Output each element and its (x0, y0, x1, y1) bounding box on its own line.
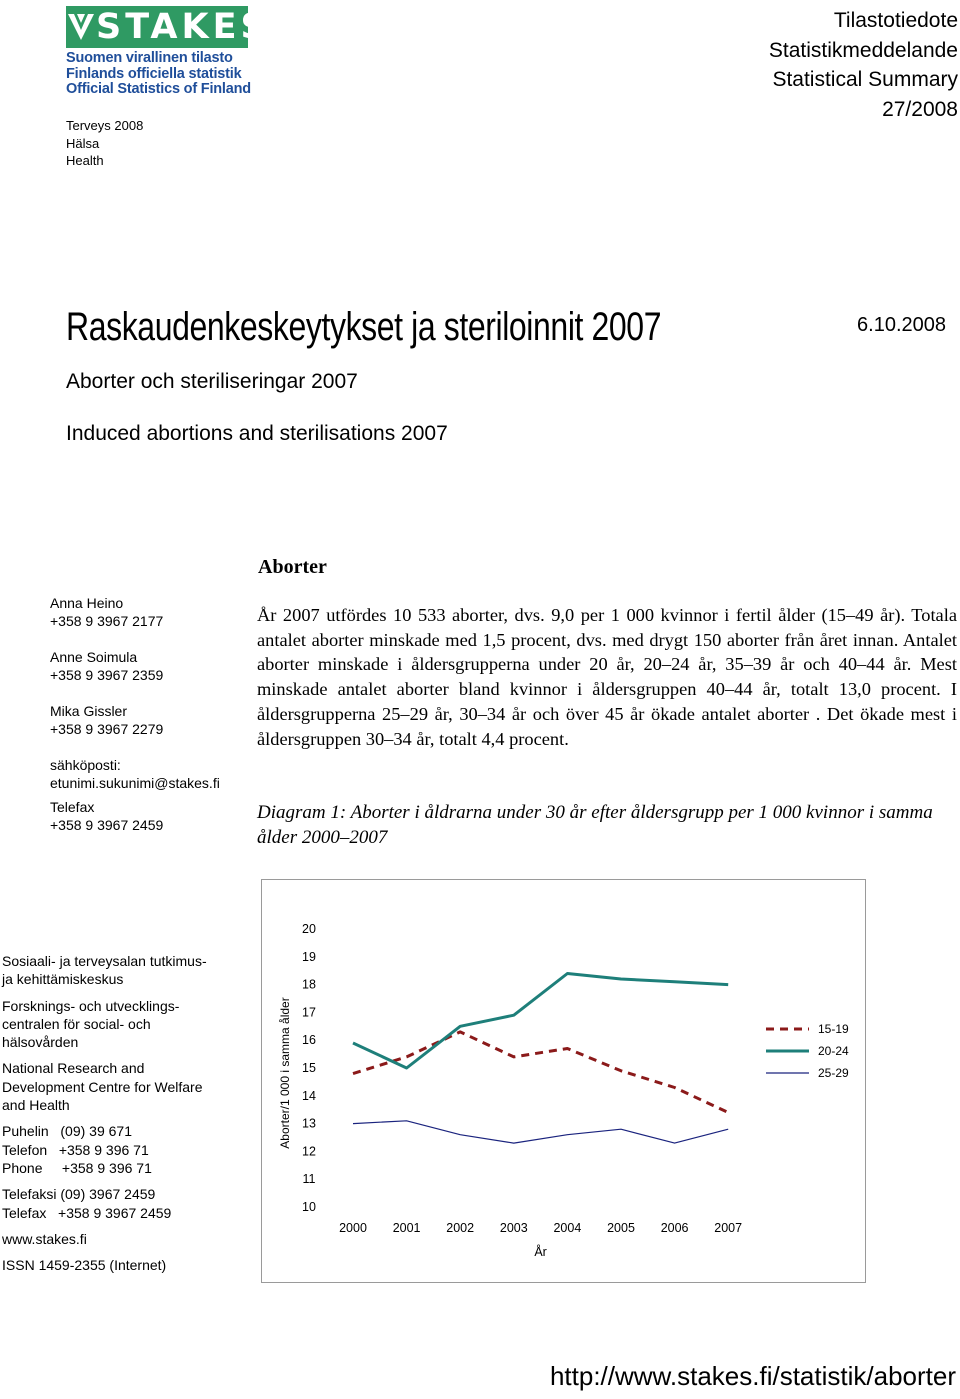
publication-type-line: Statistical Summary (772, 68, 958, 91)
org-issn (2, 1256, 252, 1274)
logo-banner (66, 6, 270, 48)
logo-tagline-line: Finlands officiella statistik (66, 65, 242, 82)
x-tick-label: 2000 (339, 1221, 367, 1235)
contact-email-label: sähköposti: (50, 757, 121, 773)
contact-phone: +358 9 3967 2279 (50, 721, 164, 737)
topic-labels (66, 117, 143, 170)
contact-name: Mika Gissler (50, 703, 128, 719)
logo-wordmark: STAKES (96, 7, 270, 47)
contact-phone: +358 9 3967 2359 (50, 667, 164, 683)
contact-entry (50, 756, 220, 792)
sidebar-line: and Health (2, 1097, 70, 1114)
contact-name: Anna Heino (50, 595, 124, 611)
contact-entry (50, 702, 220, 738)
abortion-rate-chart (261, 879, 866, 1283)
contact-list (50, 594, 220, 852)
sidebar-line: Development Centre for Welfare (2, 1078, 203, 1095)
y-tick-label: 10 (302, 1200, 316, 1214)
contact-entry (50, 798, 220, 834)
sidebar-line: Telefaksi (09) 3967 2459 (2, 1186, 156, 1203)
sidebar-line: centralen för social- och (2, 1015, 151, 1032)
x-tick-label: 2006 (660, 1221, 689, 1235)
x-tick-label: 2004 (553, 1221, 582, 1235)
page-title: Raskaudenkeskeytykset ja steriloinnit 2007 (66, 305, 662, 349)
body-paragraph: År 2007 utfördes 10 533 aborter, dvs. 9,0 per 1 000 kvinnor i fertil ålder (15–49 år). Totala antalet aborter minskade med 1,5 procent, dvs. med drygt 150 aborter från året innan. Antalet aborter minskade i åldersgrupperna under 20 år, 20–24 år, 35–39 år och 40–44 år. Mest minskade antalet aborter bland kvinnor i åldersgruppen 40–44 år, totalt 13,0 procent. I åldersgrupperna 25–29 år, 30–34 år och över 45 år ökade antalet aborter . Det ökade mest i åldersgruppen 30–34 år, totalt 4,4 procent. (257, 605, 957, 749)
x-tick-label: 2007 (714, 1221, 743, 1235)
org-name-fi (2, 952, 252, 989)
y-axis-title: Aborter/1 000 i samma ålder (278, 997, 292, 1149)
x-tick-label: 2002 (446, 1221, 475, 1235)
y-tick-label: 18 (302, 977, 316, 992)
publication-number: 27/2008 (882, 97, 958, 121)
sidebar-line: Sosiaali- ja terveysalan tutkimus- (2, 953, 207, 969)
footer-url-link[interactable]: http://www.stakes.fi/statistik/aborter (549, 1361, 956, 1391)
diagram-caption: Diagram 1: Aborter i åldrarna under 30 år efter åldersgrupp per 1 000 kvinnor i samma ålder 2000–2007 (257, 802, 933, 848)
logo-tagline-line: Official Statistics of Finland (66, 81, 251, 97)
contact-email[interactable]: etunimi.sukunimi@stakes.fi (50, 775, 220, 791)
y-tick-label: 17 (302, 1005, 316, 1020)
x-axis-title: År (534, 1245, 547, 1259)
topic-label: Health (66, 153, 104, 168)
org-name-en (2, 1059, 252, 1114)
sidebar-line: Phone +358 9 396 71 (2, 1159, 152, 1176)
topic-label: Terveys 2008 (66, 118, 144, 133)
y-tick-label: 13 (302, 1116, 316, 1131)
sidebar-line: Forsknings- och utvecklings- (2, 997, 180, 1014)
logo-emblem-icon (66, 6, 96, 48)
organisation-sidebar (2, 952, 252, 1282)
org-phones (2, 1122, 252, 1177)
series-line-15-19 (353, 1032, 728, 1113)
subtitle-english: Induced abortions and sterilisations 2007 (66, 422, 448, 445)
org-website-link[interactable]: www.stakes.fi (2, 1230, 87, 1247)
publication-date: 6.10.2008 (857, 314, 946, 336)
org-name-sv (2, 997, 252, 1052)
org-fax (2, 1185, 252, 1222)
topic-label: Hälsa (66, 135, 100, 151)
y-tick-label: 11 (302, 1172, 316, 1187)
y-tick-label: 16 (302, 1033, 316, 1048)
y-tick-label: 14 (302, 1088, 316, 1103)
stakes-logo (66, 6, 270, 98)
subtitle-swedish: Aborter och steriliseringar 2007 (66, 370, 358, 393)
org-website (2, 1230, 252, 1248)
logo-tagline (66, 51, 261, 98)
contact-entry (50, 594, 220, 630)
x-tick-label: 2003 (499, 1221, 528, 1235)
contact-fax: +358 9 3967 2459 (50, 817, 164, 833)
x-tick-label: 2001 (392, 1221, 421, 1235)
publication-type-line: Tilastotiedote (833, 9, 958, 32)
sidebar-line: ISSN 1459-2355 (Internet) (2, 1257, 167, 1274)
x-tick-label: 2005 (607, 1221, 635, 1235)
sidebar-line: hälsovården (2, 1034, 79, 1051)
legend-label: 25-29 (818, 1066, 849, 1080)
publication-type-line: Statistikmeddelande (768, 38, 958, 62)
y-tick-label: 19 (302, 949, 316, 964)
sidebar-line: ja kehittämiskeskus (2, 971, 124, 988)
y-tick-label: 15 (302, 1061, 316, 1075)
y-tick-label: 12 (302, 1144, 316, 1159)
legend-label: 15-19 (818, 1022, 849, 1036)
section-heading: Aborter (258, 556, 327, 578)
contact-name: Anne Soimula (50, 649, 138, 665)
series-line-25-29 (353, 1121, 728, 1143)
sidebar-line: National Research and (2, 1060, 145, 1077)
legend-label: 20-24 (818, 1044, 849, 1058)
contact-fax-label: Telefax (50, 799, 95, 815)
sidebar-line: Puhelin (09) 39 671 (2, 1123, 132, 1140)
contact-phone: +358 9 3967 2177 (50, 613, 164, 629)
logo-tagline-line: Suomen virallinen tilasto (66, 50, 233, 66)
sidebar-line: Telefon +358 9 396 71 (2, 1141, 149, 1158)
y-tick-label: 20 (302, 922, 316, 936)
contact-entry (50, 648, 220, 684)
publication-type (769, 6, 958, 124)
sidebar-line: Telefax +358 9 3967 2459 (2, 1204, 172, 1221)
